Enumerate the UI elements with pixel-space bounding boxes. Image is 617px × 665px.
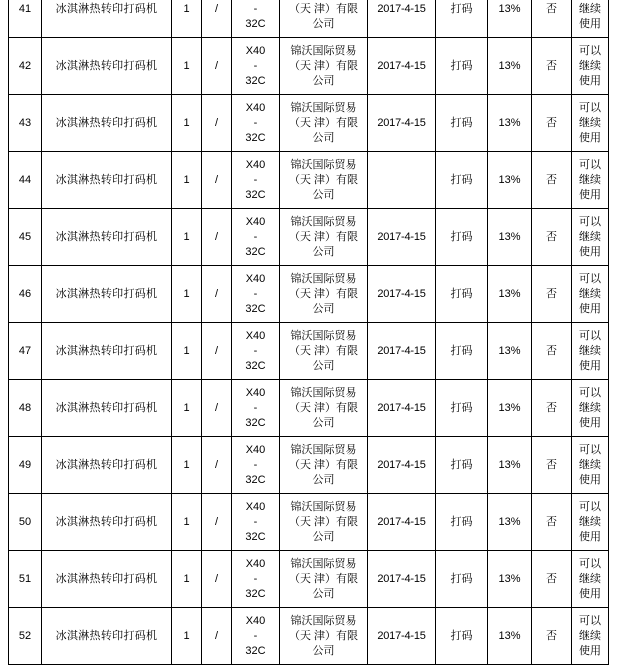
table-row bbox=[9, 380, 609, 437]
cell-vendor: 锦沃国际贸易 （天 津）有限 公司 bbox=[280, 494, 368, 551]
cell-status: 可以 继续 使用 bbox=[572, 266, 609, 323]
cell-quantity: 1 bbox=[172, 494, 202, 551]
cell-asset-name: 冰淇淋热转印打码机 bbox=[42, 323, 172, 380]
cell-spec: - 32C bbox=[232, 0, 280, 38]
table-row bbox=[9, 323, 609, 380]
cell-rate: 13% bbox=[488, 38, 532, 95]
cell-flag: 否 bbox=[532, 38, 572, 95]
cell-asset-name: 冰淇淋热转印打码机 bbox=[42, 266, 172, 323]
cell-vendor: 锦沃国际贸易 （天 津）有限 公司 bbox=[280, 323, 368, 380]
cell-status: 可以 继续 使用 bbox=[572, 323, 609, 380]
cell-usage: 打码 bbox=[436, 266, 488, 323]
cell-unit: / bbox=[202, 95, 232, 152]
cell-usage: 打码 bbox=[436, 95, 488, 152]
cell-vendor: 锦沃国际贸易 （天 津）有限 公司 bbox=[280, 437, 368, 494]
cell-quantity: 1 bbox=[172, 551, 202, 608]
cell-status: 可以 继续 使用 bbox=[572, 437, 609, 494]
cell-index: 45 bbox=[9, 209, 42, 266]
table-row bbox=[9, 209, 609, 266]
asset-table bbox=[8, 0, 609, 665]
cell-index: 44 bbox=[9, 152, 42, 209]
cell-date: 2017-4-15 bbox=[368, 0, 436, 38]
cell-flag: 否 bbox=[532, 494, 572, 551]
cell-rate: 13% bbox=[488, 152, 532, 209]
cell-spec: X40 - 32C bbox=[232, 608, 280, 665]
cell-asset-name: 冰淇淋热转印打码机 bbox=[42, 95, 172, 152]
cell-date: 2017-4-15 bbox=[368, 380, 436, 437]
cell-asset-name: 冰淇淋热转印打码机 bbox=[42, 38, 172, 95]
cell-status: 继续 使用 bbox=[572, 0, 609, 38]
cell-spec: X40 - 32C bbox=[232, 494, 280, 551]
cell-vendor: 锦沃国际贸易 （天 津）有限 公司 bbox=[280, 608, 368, 665]
cell-rate: 13% bbox=[488, 95, 532, 152]
cell-unit: / bbox=[202, 152, 232, 209]
cell-asset-name: 冰淇淋热转印打码机 bbox=[42, 494, 172, 551]
cell-rate: 13% bbox=[488, 380, 532, 437]
cell-quantity: 1 bbox=[172, 266, 202, 323]
cell-date: 2017-4-15 bbox=[368, 266, 436, 323]
cell-rate: 13% bbox=[488, 0, 532, 38]
cell-unit: / bbox=[202, 0, 232, 38]
cell-asset-name: 冰淇淋热转印打码机 bbox=[42, 0, 172, 38]
cell-vendor: 锦沃国际贸易 （天 津）有限 公司 bbox=[280, 95, 368, 152]
cell-index: 46 bbox=[9, 266, 42, 323]
cell-spec: X40 - 32C bbox=[232, 152, 280, 209]
table-row bbox=[9, 494, 609, 551]
cell-index: 50 bbox=[9, 494, 42, 551]
cell-usage: 打码 bbox=[436, 380, 488, 437]
cell-rate: 13% bbox=[488, 437, 532, 494]
cell-quantity: 1 bbox=[172, 152, 202, 209]
cell-flag: 否 bbox=[532, 437, 572, 494]
table-row bbox=[9, 608, 609, 665]
cell-index: 52 bbox=[9, 608, 42, 665]
cell-unit: / bbox=[202, 323, 232, 380]
cell-spec: X40 - 32C bbox=[232, 380, 280, 437]
cell-spec: X40 - 32C bbox=[232, 551, 280, 608]
cell-date: 2017-4-15 bbox=[368, 209, 436, 266]
cell-status: 可以 继续 使用 bbox=[572, 95, 609, 152]
cell-unit: / bbox=[202, 437, 232, 494]
cell-date: 2017-4-15 bbox=[368, 494, 436, 551]
cell-unit: / bbox=[202, 608, 232, 665]
cell-rate: 13% bbox=[488, 494, 532, 551]
cell-unit: / bbox=[202, 551, 232, 608]
cell-status: 可以 继续 使用 bbox=[572, 551, 609, 608]
cell-date: 2017-4-15 bbox=[368, 323, 436, 380]
cell-usage: 打码 bbox=[436, 551, 488, 608]
cell-rate: 13% bbox=[488, 209, 532, 266]
cell-asset-name: 冰淇淋热转印打码机 bbox=[42, 437, 172, 494]
cell-rate: 13% bbox=[488, 608, 532, 665]
cell-date: 2017-4-15 bbox=[368, 38, 436, 95]
cell-flag: 否 bbox=[532, 152, 572, 209]
cell-date: 2017-4-15 bbox=[368, 437, 436, 494]
cell-index: 41 bbox=[9, 0, 42, 38]
cell-asset-name: 冰淇淋热转印打码机 bbox=[42, 608, 172, 665]
cell-usage: 打码 bbox=[436, 608, 488, 665]
cell-usage: 打码 bbox=[436, 437, 488, 494]
cell-usage: 打码 bbox=[436, 209, 488, 266]
cell-vendor: （天 津）有限 公司 bbox=[280, 0, 368, 38]
cell-index: 49 bbox=[9, 437, 42, 494]
cell-quantity: 1 bbox=[172, 38, 202, 95]
cell-asset-name: 冰淇淋热转印打码机 bbox=[42, 380, 172, 437]
cell-spec: X40 - 32C bbox=[232, 95, 280, 152]
cell-index: 42 bbox=[9, 38, 42, 95]
cell-date: 2017-4-15 bbox=[368, 95, 436, 152]
cell-usage: 打码 bbox=[436, 323, 488, 380]
cell-status: 可以 继续 使用 bbox=[572, 494, 609, 551]
cell-quantity: 1 bbox=[172, 323, 202, 380]
table-row bbox=[9, 95, 609, 152]
cell-unit: / bbox=[202, 380, 232, 437]
cell-flag: 否 bbox=[532, 209, 572, 266]
cell-index: 51 bbox=[9, 551, 42, 608]
cell-asset-name: 冰淇淋热转印打码机 bbox=[42, 209, 172, 266]
cell-quantity: 1 bbox=[172, 95, 202, 152]
cell-spec: X40 - 32C bbox=[232, 323, 280, 380]
cell-vendor: 锦沃国际贸易 （天 津）有限 公司 bbox=[280, 266, 368, 323]
cell-status: 可以 继续 使用 bbox=[572, 209, 609, 266]
table-row bbox=[9, 437, 609, 494]
cell-quantity: 1 bbox=[172, 437, 202, 494]
cell-quantity: 1 bbox=[172, 380, 202, 437]
cell-flag: 否 bbox=[532, 380, 572, 437]
cell-date: 2017-4-15 bbox=[368, 551, 436, 608]
cell-rate: 13% bbox=[488, 551, 532, 608]
cell-unit: / bbox=[202, 494, 232, 551]
cell-quantity: 1 bbox=[172, 209, 202, 266]
cell-rate: 13% bbox=[488, 323, 532, 380]
cell-unit: / bbox=[202, 266, 232, 323]
cell-flag: 否 bbox=[532, 608, 572, 665]
table-row bbox=[9, 0, 609, 38]
cell-flag: 否 bbox=[532, 266, 572, 323]
cell-usage: 打码 bbox=[436, 152, 488, 209]
cell-usage: 打码 bbox=[436, 494, 488, 551]
cell-unit: / bbox=[202, 38, 232, 95]
cell-date: 2017-4-15 bbox=[368, 608, 436, 665]
cell-vendor: 锦沃国际贸易 （天 津）有限 公司 bbox=[280, 152, 368, 209]
cell-flag: 否 bbox=[532, 95, 572, 152]
cell-vendor: 锦沃国际贸易 （天 津）有限 公司 bbox=[280, 380, 368, 437]
table-row bbox=[9, 266, 609, 323]
cell-index: 43 bbox=[9, 95, 42, 152]
cell-index: 48 bbox=[9, 380, 42, 437]
cell-asset-name: 冰淇淋热转印打码机 bbox=[42, 551, 172, 608]
cell-spec: X40 - 32C bbox=[232, 437, 280, 494]
cell-flag: 否 bbox=[532, 551, 572, 608]
cell-rate: 13% bbox=[488, 266, 532, 323]
cell-index: 47 bbox=[9, 323, 42, 380]
cell-vendor: 锦沃国际贸易 （天 津）有限 公司 bbox=[280, 551, 368, 608]
cell-spec: X40 - 32C bbox=[232, 209, 280, 266]
cell-status: 可以 继续 使用 bbox=[572, 608, 609, 665]
cell-quantity: 1 bbox=[172, 0, 202, 38]
cell-flag: 否 bbox=[532, 323, 572, 380]
cell-asset-name: 冰淇淋热转印打码机 bbox=[42, 152, 172, 209]
table-row bbox=[9, 152, 609, 209]
cell-status: 可以 继续 使用 bbox=[572, 38, 609, 95]
cell-unit: / bbox=[202, 209, 232, 266]
cell-usage: 打码 bbox=[436, 38, 488, 95]
cell-vendor: 锦沃国际贸易 （天 津）有限 公司 bbox=[280, 209, 368, 266]
cell-status: 可以 继续 使用 bbox=[572, 152, 609, 209]
cell-spec: X40 - 32C bbox=[232, 266, 280, 323]
table-body bbox=[9, 0, 609, 665]
cell-flag: 否 bbox=[532, 0, 572, 38]
table-row bbox=[9, 551, 609, 608]
cell-vendor: 锦沃国际贸易 （天 津）有限 公司 bbox=[280, 38, 368, 95]
cell-spec: X40 - 32C bbox=[232, 38, 280, 95]
cell-date bbox=[368, 152, 436, 209]
cell-quantity: 1 bbox=[172, 608, 202, 665]
table-row bbox=[9, 38, 609, 95]
cell-status: 可以 继续 使用 bbox=[572, 380, 609, 437]
cell-usage: 打码 bbox=[436, 0, 488, 38]
